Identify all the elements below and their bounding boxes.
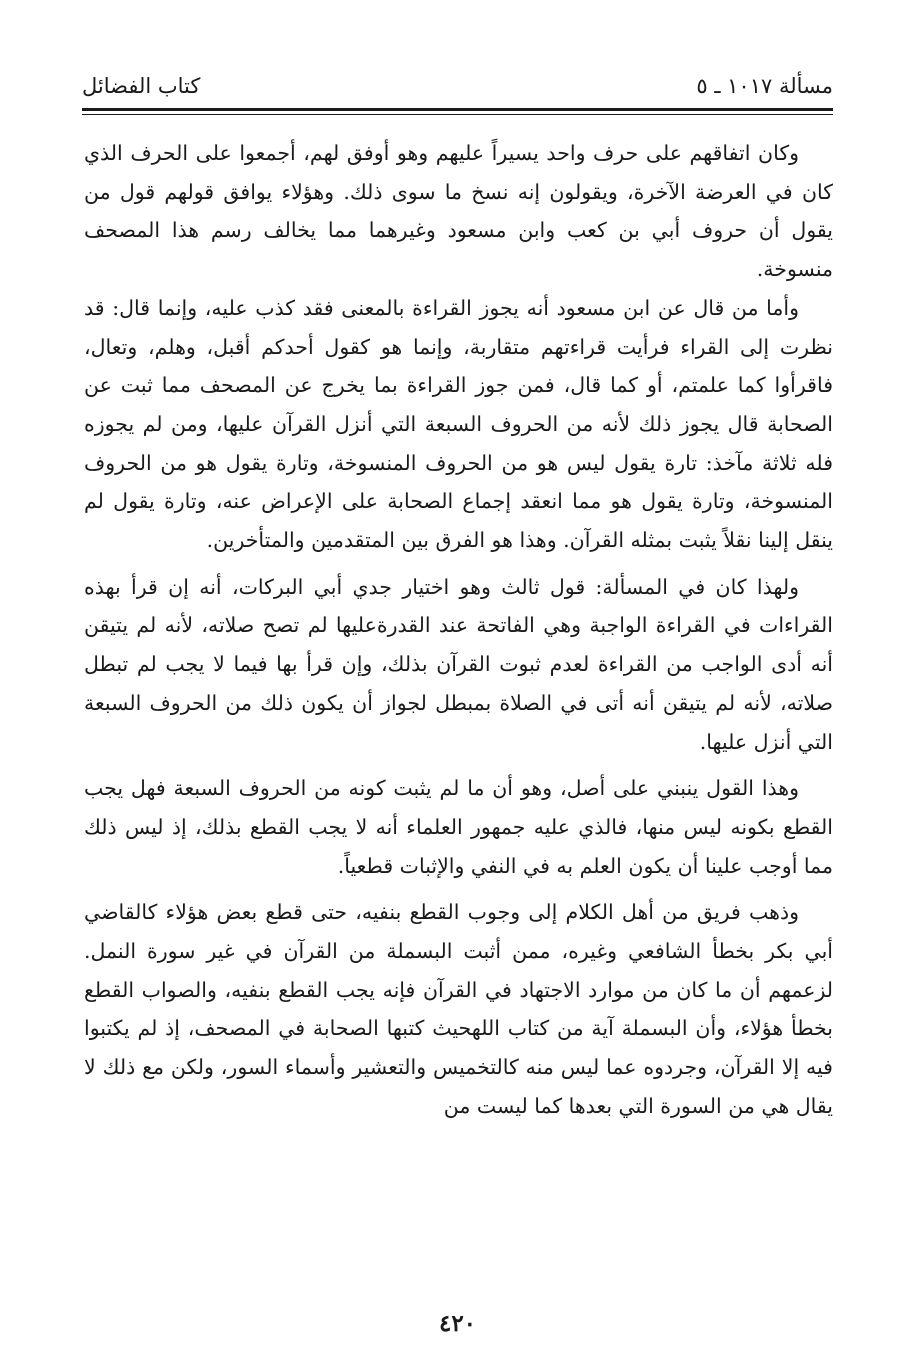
header-issue-number: مسألة ١٠١٧ ـ ٥ [696, 74, 833, 98]
paragraph-4: وهذا القول ينبني على أصل، وهو أن ما لم يثبت كونه من الحروف السبعة فهل يجب القطع بكونه ليس منها، فالذي عليه جمهور العلماء أنه لا يجب القطع بذلك، إذ ليس ذلك مما أوجب علينا أن يكون العلم به في النفي والإثبات قطعياً. [84, 776, 833, 878]
paragraph-3: ولهذا كان في المسألة: قول ثالث وهو اختيار جدي أبي البركات، أنه إن قرأ بهذه القراءات في القراءة الواجبة وهي الفاتحة عند القدرةعليها لم تصح صلاته، لأنه لم يتيقن أنه أدى الواجب من القراءة لعدم ثبوت القرآن بذلك، وإن قرأ بها فيما لا يجب لم تبطل صلاته، لأنه لم يتيقن أنه أتى في الصلاة بمبطل لجواز أن يكون ذلك من الحروف السبعة التي أنزل عليها. [84, 574, 833, 754]
paragraph-1: وكان اتفاقهم على حرف واحد يسيراً عليهم وهو أوفق لهم، أجمعوا على الحرف الذي كان في العرضة الآخرة، ويقولون إنه نسخ ما سوى ذلك. وهؤلاء يوافق قولهم قول من يقول أن حروف أبي بن كعب وابن مسعود وغيرهما مما يخالف رسم هذا المصحف منسوخة. [84, 141, 833, 282]
page-body [84, 134, 833, 1126]
page-number: ٤٢٠ [438, 1310, 477, 1337]
header-rule-thick [82, 108, 833, 111]
header-rule-thin [82, 114, 833, 115]
paragraph-5: وذهب فريق من أهل الكلام إلى وجوب القطع بنفيه، حتى قطع بعض هؤلاء كالقاضي أبي بكر بخطأ الشافعي وغيره، ممن أثبت البسملة من القرآن في غير سورة النمل. لزعمهم أن ما كان من موارد الاجتهاد في القرآن فإنه يجب القطع بنفيه، والصواب القطع بخطأ هؤلاء، وأن البسملة آية من كتاب اللهحيث كتبها الصحابة في المصحف، إذ لم يكتبوا فيه إلا القرآن، وجردوه عما ليس منه كالتخميس والتعشير وأسماء السور، ولكن مع ذلك لا يقال هي من السورة التي بعدها كما ليست من [84, 900, 833, 1118]
header-book-title: كتاب الفضائل [82, 74, 201, 98]
paragraph-2: وأما من قال عن ابن مسعود أنه يجوز القراءة بالمعنى فقد كذب عليه، وإنما قال: قد نظرت إلى القراء فرأيت قراءتهم متقاربة، وإنما هو كقول أحدكم أقبل، وهلم، وتعال، فاقرأوا كما علمتم، أو كما قال، فمن جوز القراءة بما يخرج عن المصحف مما ثبت عن الصحابة قال يجوز ذلك لأنه من الحروف السبعة التي أنزل القرآن عليها، ومن لم يجوزه فله ثلاثة مآخذ: تارة يقول ليس هو من الحروف المنسوخة، وتارة يقول هو من الحروف المنسوخة، وتارة يقول هو مما انعقد إجماع الصحابة على الإعراض عنه، وتارة يقول لم ينقل إلينا نقلاً يثبت بمثله القرآن. وهذا هو الفرق بين المتقدمين والمتأخرين. [84, 295, 833, 553]
running-header [82, 68, 833, 102]
